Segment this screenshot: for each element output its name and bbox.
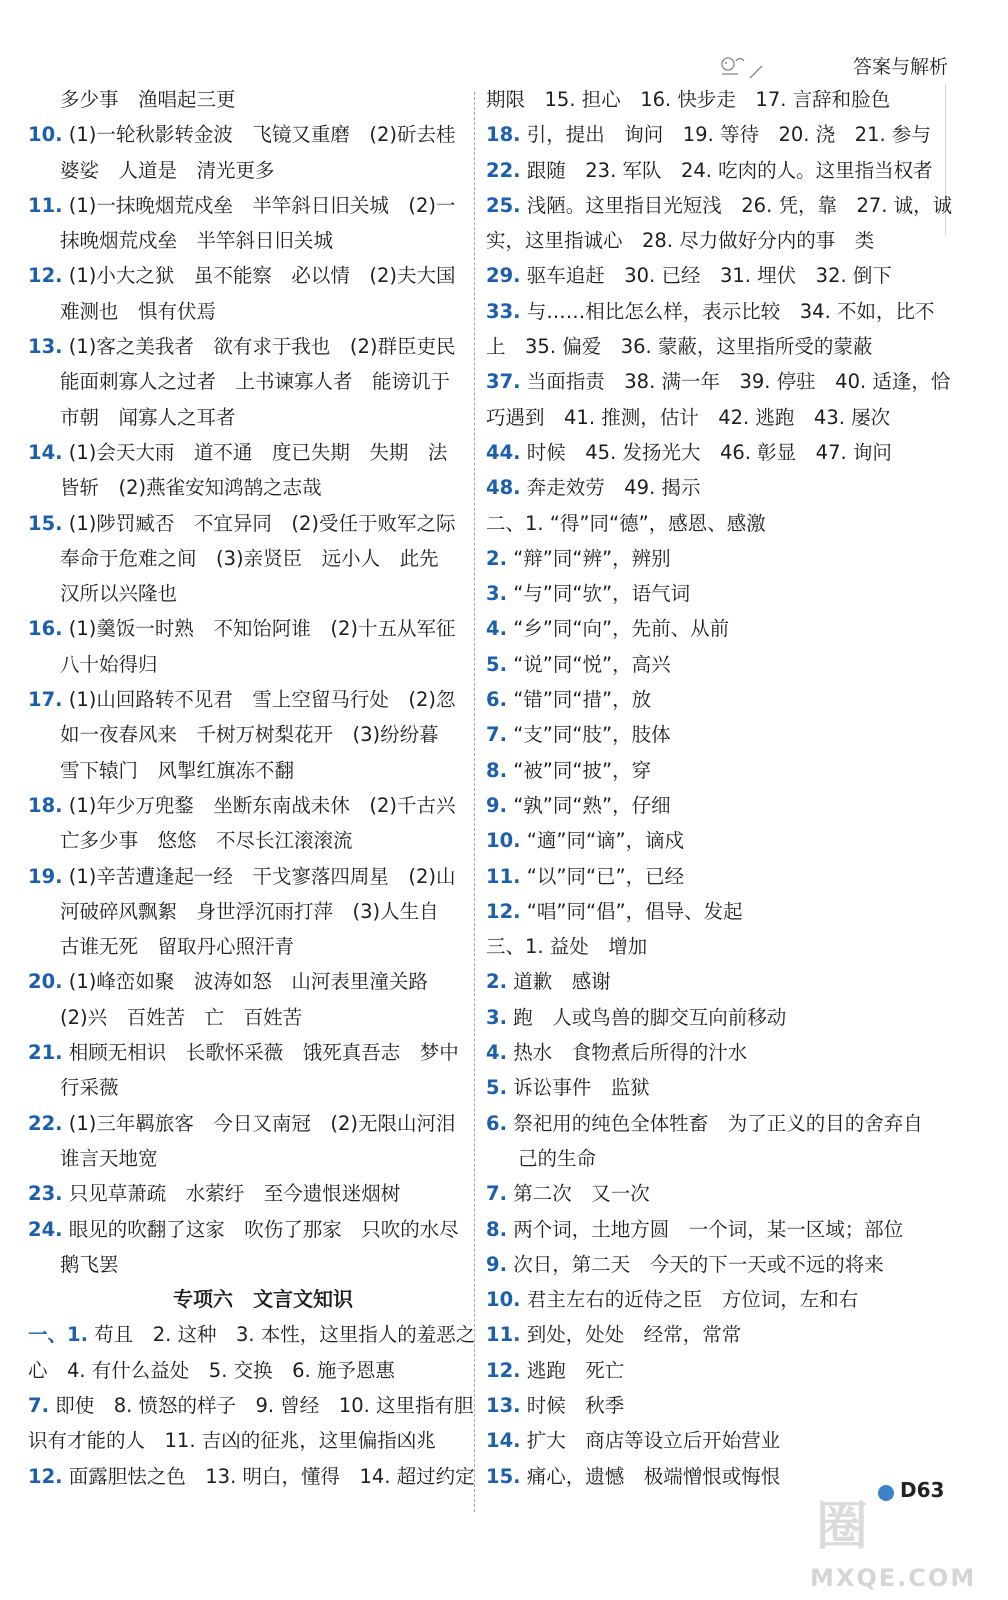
- answer-line: [28, 823, 468, 858]
- section-heading: [28, 1282, 468, 1317]
- answer-text: “说”同“悦”，高兴: [513, 652, 671, 676]
- answer-text: 三、1. 益处 增加: [486, 935, 648, 959]
- answer-line: [28, 1176, 468, 1211]
- answer-number: 7.: [28, 1393, 49, 1417]
- answer-line: [28, 1317, 476, 1352]
- answer-line: [28, 929, 468, 964]
- answer-number: 8.: [486, 1217, 507, 1241]
- answer-text: (1)辛苦遭逢起一经 干戈寥落四周星 (2)山: [68, 864, 456, 888]
- answer-text: 难测也 惧有伏焉: [60, 299, 217, 323]
- answer-text: (1)峰峦如聚 波涛如怒 山河表里潼关路: [68, 970, 428, 994]
- answer-line: [28, 223, 468, 258]
- answer-line: [486, 859, 936, 894]
- answer-line: [28, 470, 468, 505]
- answer-line: [28, 1388, 474, 1423]
- answer-line: [28, 294, 468, 329]
- answer-text: “与”同“欤”，语气词: [513, 582, 691, 606]
- answer-text: 鹅飞罢: [60, 1252, 119, 1276]
- answer-text: 次日，第二天 今天的下一天或不远的将来: [513, 1252, 884, 1276]
- answer-text: 上 35. 偏爱 36. 蒙蔽，这里指所受的蒙蔽: [486, 335, 873, 359]
- answer-text: 时候 秋季: [526, 1393, 625, 1417]
- answer-number: 15.: [486, 1464, 521, 1488]
- answer-text: 多少事 渔唱起三更: [60, 88, 236, 111]
- answer-number: 14.: [28, 440, 63, 464]
- answer-number: 6.: [486, 688, 507, 712]
- answer-number: 11.: [486, 864, 521, 888]
- answer-line: [28, 188, 468, 223]
- answer-number: 12.: [486, 1358, 521, 1382]
- answer-text: 热水 食物煮后所得的汁水: [513, 1041, 748, 1065]
- answer-line: [486, 1353, 936, 1388]
- answer-text: 诉讼事件 监狱: [513, 1076, 650, 1100]
- answer-number: 12.: [28, 1464, 63, 1488]
- answer-line: [486, 1388, 936, 1423]
- answer-text: 即使 8. 愤怒的样子 9. 曾经 10. 这里指有胆: [55, 1393, 474, 1417]
- answer-text: 苟且 2. 这种 3. 本性，这里指人的羞恶之: [94, 1323, 476, 1347]
- answer-text: 只见草萧疏 水萦纡 至今遗恨迷烟树: [68, 1182, 401, 1206]
- answer-line: [28, 1212, 468, 1247]
- decorative-doodle-icon: [718, 52, 768, 80]
- answer-text: 祭祀用的纯色全体牲畜 为了正义的目的舍弃自: [513, 1111, 923, 1135]
- answer-line: [486, 223, 936, 258]
- answer-text: (1)一抹晚烟荒戍垒 半竿斜日旧关城 (2)一: [68, 193, 456, 217]
- answer-number: 20.: [28, 970, 63, 994]
- answer-number: 25.: [486, 193, 521, 217]
- page-footer: [858, 1475, 998, 1507]
- answer-line: [486, 1212, 936, 1247]
- answer-text: (1)一轮秋影转金波 飞镜又重磨 (2)斫去桂: [68, 123, 456, 147]
- answer-number: 24.: [28, 1217, 63, 1241]
- page-marker-icon: [878, 1485, 894, 1501]
- answer-line: [486, 823, 936, 858]
- answer-text: 心 4. 有什么益处 5. 交换 6. 施予恩惠: [28, 1358, 395, 1382]
- left-column: [28, 82, 476, 1494]
- answer-text: 跟随 23. 军队 24. 吃肉的人。这里指当权者: [526, 158, 933, 182]
- answer-line: [486, 1035, 936, 1070]
- answer-text: 皆斩 (2)燕雀安知鸿鹄之志哉: [60, 476, 322, 500]
- answer-number: 18.: [28, 793, 63, 817]
- answer-text: 古谁无死 留取丹心照汗青: [60, 935, 295, 959]
- answer-text: “支”同“肢”，肢体: [513, 723, 671, 747]
- answer-text: 婆娑 人道是 清光更多: [60, 158, 275, 182]
- answer-line: [28, 753, 468, 788]
- answer-number: 15.: [28, 511, 63, 535]
- answer-number: 23.: [28, 1182, 63, 1206]
- answer-text: 实，这里指诚心 28. 尽力做好分内的事 类: [486, 229, 875, 253]
- answer-number: 22.: [486, 158, 521, 182]
- answer-text: 时候 45. 发扬光大 46. 彰显 47. 询问: [526, 440, 892, 464]
- answer-text: (1)年少万兜鍪 坐断东南战未休 (2)千古兴: [68, 793, 456, 817]
- answer-number: 9.: [486, 1252, 507, 1276]
- answer-text: 专项六 文言文知识: [173, 1287, 353, 1312]
- answer-line: [28, 1353, 468, 1388]
- answer-number: 5.: [486, 1076, 507, 1100]
- answer-text: “適”同“谪”，谪戍: [526, 829, 685, 853]
- answer-number: 37.: [486, 370, 521, 394]
- answer-text: “唱”同“倡”，倡导、发起: [526, 899, 743, 923]
- answer-number: 13.: [486, 1393, 521, 1417]
- answer-text: 行采薇: [60, 1076, 119, 1100]
- answer-number: 4.: [486, 617, 507, 641]
- answer-text: 识有才能的人 11. 吉凶的征兆，这里偏指凶兆: [28, 1429, 436, 1453]
- answer-number: 2.: [486, 970, 507, 994]
- answer-text: 八十始得归: [60, 652, 158, 676]
- answer-line: [486, 1000, 936, 1035]
- answer-text: 浅陋。这里指目光短浅 26. 凭，靠 27. 诚，诚: [526, 193, 953, 217]
- answer-number: 16.: [28, 617, 63, 641]
- answer-number: 7.: [486, 723, 507, 747]
- answer-text: 两个词，土地方圆 一个词，某一区域；部位: [513, 1217, 904, 1241]
- answer-line: [486, 1106, 936, 1141]
- answer-line: [28, 1141, 468, 1176]
- answer-line: [486, 153, 936, 188]
- answer-text: 与……相比怎么样，表示比较 34. 不如，比不: [526, 299, 935, 323]
- answer-line: [486, 894, 936, 929]
- answer-number: 10.: [486, 829, 521, 853]
- answer-text: 道歉 感谢: [513, 970, 611, 994]
- answer-line: [28, 117, 468, 152]
- answer-line: [486, 1317, 936, 1352]
- answer-text: (1)陟罚臧否 不宜异同 (2)受任于败军之际: [68, 511, 456, 535]
- answer-line: [486, 329, 936, 364]
- answer-number: 8.: [486, 758, 507, 782]
- answer-number: 12.: [28, 264, 63, 288]
- answer-number: 10.: [28, 123, 63, 147]
- answer-text: “以”同“已”，已经: [526, 864, 685, 888]
- answer-line: [28, 1106, 468, 1141]
- answer-line: [28, 1247, 468, 1282]
- answer-number: 33.: [486, 299, 521, 323]
- answer-text: (1)客之美我者 欲有求于我也 (2)群臣吏民: [68, 335, 456, 359]
- answer-line: [28, 1000, 468, 1035]
- answer-text: 能面刺寡人之过者 上书谏寡人者 能谤讥于: [60, 370, 451, 394]
- answer-text: 面露胆怯之色 13. 明白，懂得 14. 超过约定: [68, 1464, 475, 1488]
- answer-line: [486, 82, 936, 117]
- answer-line: [28, 364, 468, 399]
- answer-text: 相顾无相识 长歌怀采薇 饿死真吾志 梦中: [68, 1041, 459, 1065]
- answer-text: 谁言天地宽: [60, 1146, 158, 1170]
- answer-line: [486, 1282, 936, 1317]
- answer-number: 29.: [486, 264, 521, 288]
- answer-text: (1)会天大雨 道不通 度已失期 失期 法: [68, 440, 448, 464]
- answer-text: 二、1. “得”同“德”，感恩、感激: [486, 511, 766, 535]
- answer-text: 亡多少事 悠悠 不尽长江滚滚流: [60, 829, 353, 853]
- answer-line: [28, 258, 468, 293]
- answer-line: [486, 576, 936, 611]
- header-title: 答案与解析: [852, 56, 948, 78]
- answer-line: [486, 400, 936, 435]
- answer-number: 一、1.: [28, 1323, 88, 1347]
- answer-line: [486, 717, 936, 752]
- answer-number: 10.: [486, 1288, 521, 1312]
- answer-line: [28, 435, 468, 470]
- answer-text: 奉命于危难之间 (3)亲贤臣 远小人 此先: [60, 546, 439, 570]
- answer-line: [486, 435, 936, 470]
- answer-text: (1)三年羁旅客 今日又南冠 (2)无限山河泪: [68, 1111, 456, 1135]
- answer-line: [486, 541, 936, 576]
- answer-text: (1)羹饭一时熟 不知饴阿谁 (2)十五从军征: [68, 617, 456, 641]
- answer-line: [28, 1070, 468, 1105]
- answer-text: 奔走效劳 49. 揭示: [526, 476, 701, 500]
- answer-line: [28, 964, 468, 999]
- answer-text: (1)小大之狱 虽不能察 必以情 (2)夫大国: [68, 264, 456, 288]
- answer-text: “辩”同“辨”，辨别: [513, 546, 671, 570]
- answer-text: “被”同“披”，穿: [513, 758, 652, 782]
- answer-number: 4.: [486, 1041, 507, 1065]
- answer-line: [28, 647, 468, 682]
- answer-number: 19.: [28, 864, 63, 888]
- answer-line: [28, 859, 468, 894]
- answer-number: 2.: [486, 546, 507, 570]
- answer-line: [486, 117, 936, 152]
- answer-line: [486, 1247, 936, 1282]
- answer-line: [486, 611, 936, 646]
- answer-text: 汉所以兴隆也: [60, 582, 178, 606]
- answer-line: [28, 506, 468, 541]
- answer-text: 河破碎风飘絮 身世浮沉雨打萍 (3)人生自: [60, 899, 439, 923]
- answer-number: 22.: [28, 1111, 63, 1135]
- answer-line: [486, 647, 936, 682]
- answer-line: [486, 788, 936, 823]
- answer-text: (1)山回路转不见君 雪上空留马行处 (2)忽: [68, 688, 456, 712]
- answer-number: 21.: [28, 1041, 63, 1065]
- answer-number: 11.: [486, 1323, 521, 1347]
- answer-number: 17.: [28, 688, 63, 712]
- answer-text: 如一夜春风来 千树万树梨花开 (3)纷纷暮: [60, 723, 439, 747]
- answer-text: 到处，处处 经常，常常: [526, 1323, 742, 1347]
- answer-text: 当面指责 38. 满一年 39. 停驻 40. 适逢，恰: [526, 370, 951, 394]
- answer-text: 雪下辕门 风掣红旗冻不翻: [60, 758, 295, 782]
- answer-text: (2)兴 百姓苦 亡 百姓苦: [60, 1005, 303, 1029]
- answer-text: “乡”同“向”，先前、从前: [513, 617, 730, 641]
- answer-text: 君主左右的近侍之臣 方位词，左和右: [526, 1288, 859, 1312]
- answer-text: “错”同“措”，放: [513, 688, 652, 712]
- answer-number: 7.: [486, 1182, 507, 1206]
- answer-text: 抹晚烟荒戍垒 半竿斜日旧关城: [60, 229, 334, 253]
- answer-text: 眼见的吹翻了这家 吹伤了那家 只吹的水尽: [68, 1217, 459, 1241]
- answer-line: [486, 1141, 936, 1176]
- watermark-logo: 圈: [816, 1496, 869, 1557]
- answer-line: [486, 1176, 936, 1211]
- answer-text: 跑 人或鸟兽的脚交互向前移动: [513, 1005, 787, 1029]
- answer-text: 己的生命: [518, 1146, 597, 1170]
- answer-line: [486, 682, 936, 717]
- answer-line: [486, 1070, 936, 1105]
- answer-line: [28, 1035, 468, 1070]
- answer-number: 3.: [486, 582, 507, 606]
- right-column: [486, 82, 953, 1494]
- answer-text: 市朝 闻寡人之耳者: [60, 405, 236, 429]
- answer-line: [28, 576, 468, 611]
- answer-line: [28, 788, 468, 823]
- answer-number: 6.: [486, 1111, 507, 1135]
- answer-line: [28, 82, 468, 117]
- answer-number: 3.: [486, 1005, 507, 1029]
- answer-line: [28, 682, 468, 717]
- answer-number: 5.: [486, 652, 507, 676]
- answer-number: 9.: [486, 793, 507, 817]
- answer-text: 驱车追赶 30. 已经 31. 埋伏 32. 倒下: [526, 264, 892, 288]
- answer-text: 扩大 商店等设立后开始营业: [526, 1429, 781, 1453]
- answer-line: [486, 364, 951, 399]
- answer-line: [28, 400, 468, 435]
- answer-text: 期限 15. 担心 16. 快步走 17. 言辞和脸色: [486, 88, 891, 111]
- answer-line: [28, 611, 468, 646]
- answer-text: 巧遇到 41. 推测，估计 42. 逃跑 43. 屡次: [486, 405, 891, 429]
- answer-number: 13.: [28, 335, 63, 359]
- answer-text: 第二次 又一次: [513, 1182, 650, 1206]
- answer-line: [28, 329, 468, 364]
- answer-line: [28, 153, 468, 188]
- answer-number: 48.: [486, 476, 521, 500]
- answer-line: [486, 188, 953, 223]
- answer-line: [486, 753, 936, 788]
- watermark-text: MXQE.COM: [810, 1564, 977, 1592]
- answer-text: 痛心，遗憾 极端憎恨或悔恨: [526, 1464, 781, 1488]
- answer-line: [28, 541, 468, 576]
- answer-line: [28, 1423, 468, 1458]
- answer-line: [28, 894, 468, 929]
- page-number: D63: [900, 1478, 945, 1502]
- column-divider: [474, 92, 475, 1512]
- answer-line: [486, 258, 936, 293]
- answer-line: [486, 964, 936, 999]
- answer-line: [486, 1423, 936, 1458]
- answer-line: [486, 506, 936, 541]
- answer-number: 44.: [486, 440, 521, 464]
- answer-line: [486, 470, 936, 505]
- answer-text: 逃跑 死亡: [526, 1358, 625, 1382]
- answer-line: [486, 929, 936, 964]
- answer-line: [28, 1459, 475, 1494]
- answer-line: [28, 717, 468, 752]
- page-header: [718, 48, 948, 82]
- answer-number: 14.: [486, 1429, 521, 1453]
- answer-line: [486, 294, 936, 329]
- answer-number: 11.: [28, 193, 63, 217]
- answer-text: 引，提出 询问 19. 等待 20. 浇 21. 参与: [526, 123, 931, 147]
- answer-number: 12.: [486, 899, 521, 923]
- answer-number: 18.: [486, 123, 521, 147]
- answer-text: “孰”同“熟”，仔细: [513, 793, 671, 817]
